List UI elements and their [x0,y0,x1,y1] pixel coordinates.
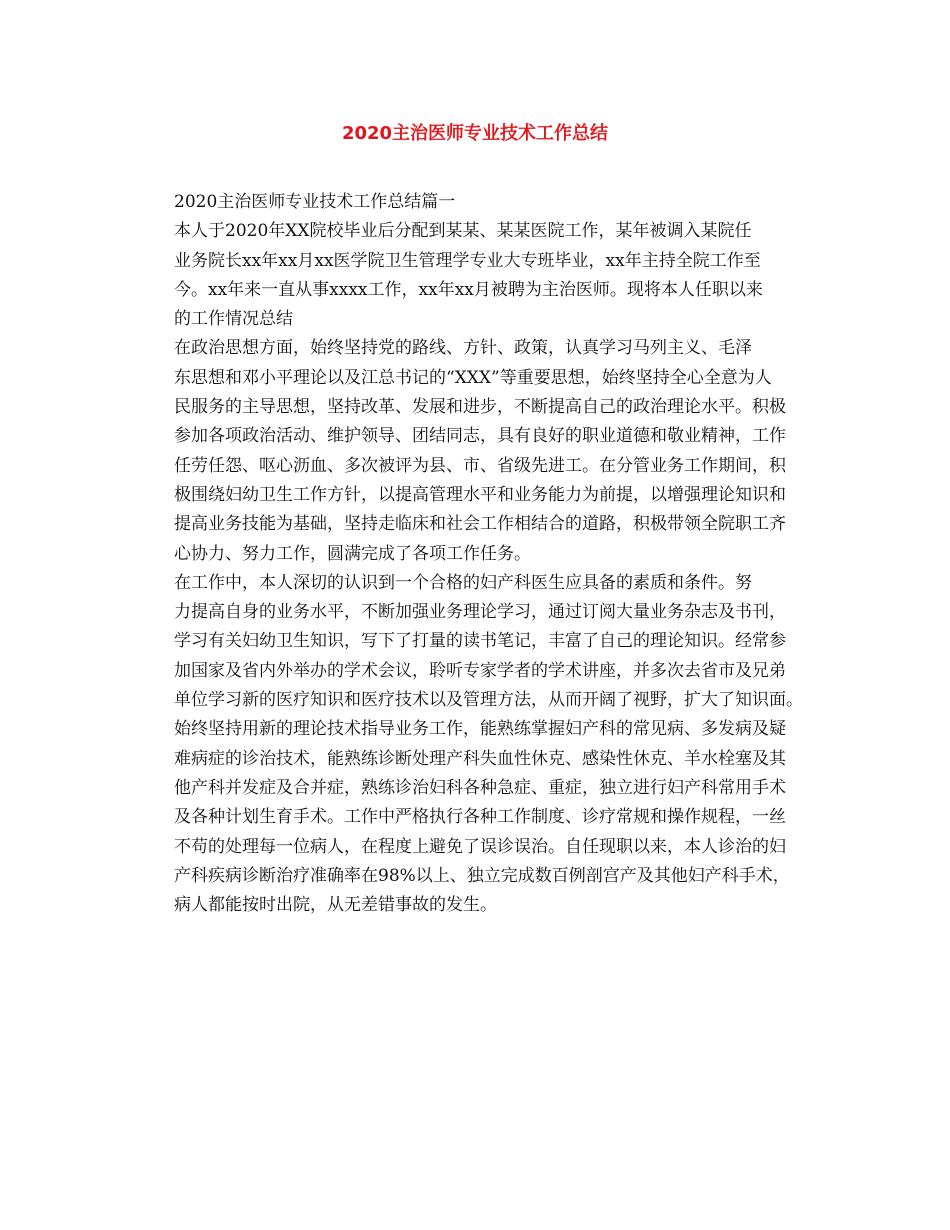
text-line: 本人于2020年XX院校毕业后分配到某某、某某医院工作，某年被调入某院任 [174,221,752,242]
text-line: 的工作情况总结 [174,309,293,330]
subtitle-paragraph [140,188,820,217]
text-line: 任劳任怨、呕心沥血、多次被评为县、市、省级先进工。在分管业务工作期间，积 [174,455,786,476]
text-line: 加国家及省内外举办的学术会议，聆听专家学者的学术讲座，并多次去省市及兄弟 [174,660,786,681]
text-line: 及各种计划生育手术。工作中严格执行各种工作制度、诊疗常规和操作规程，一丝 [174,807,786,828]
text-line: 单位学习新的医疗知识和医疗技术以及管理方法，从而开阔了视野，扩大了知识面。 [174,690,803,711]
document-body [140,188,820,920]
text-line: 东思想和邓小平理论以及江总书记的“XXX”等重要思想，始终坚持全心全意为人 [174,367,772,388]
text-line: 始终坚持用新的理论技术指导业务工作，能熟练掌握妇产科的常见病、多发病及疑 [174,719,786,740]
text-line: 业务院长xx年xx月xx医学院卫生管理学专业大专班毕业，xx年主持全院工作至 [174,250,761,271]
text-line: 在政治思想方面，始终坚持党的路线、方针、政策，认真学习马列主义、毛泽 [174,338,752,359]
text-line: 难病症的诊治技术，能熟练诊断处理产科失血性休克、感染性休克、羊水栓塞及其 [174,748,786,769]
text-line: 力提高自身的业务水平，不断加强业务理论学习，通过订阅大量业务杂志及书刊， [174,602,786,623]
work-paragraph [140,569,820,921]
text-line: 产科疾病诊断治疗准确率在98%以上、独立完成数百例剖宫产及其他妇产科手术， [174,865,790,886]
text-line: 今。xx年来一直从事xxxx工作，xx年xx月被聘为主治医师。现将本人任职以来 [174,279,763,300]
politics-paragraph [140,334,820,568]
text-line: 心协力、努力工作，圆满完成了各项工作任务。 [174,543,531,564]
intro-paragraph [140,217,820,334]
text-line: 病人都能按时出院，从无差错事故的发生。 [174,895,497,916]
text-line: 不苟的处理每一位病人，在程度上避免了误诊误治。自任现职以来，本人诊治的妇 [174,836,786,857]
text-line: 在工作中，本人深切的认识到一个合格的妇产科医生应具备的素质和条件。努 [174,572,752,593]
text-line: 参加各项政治活动、维护领导、团结同志，具有良好的职业道德和敬业精神，工作 [174,426,786,447]
text-line: 民服务的主导思想，坚持改革、发展和进步，不断提高自己的政治理论水平。积极 [174,397,786,418]
text-line: 他产科并发症及合并症，熟练诊治妇科各种急症、重症，独立进行妇产科常用手术 [174,777,786,798]
text-line: 极围绕妇幼卫生工作方针，以提高管理水平和业务能力为前提，以增强理论知识和 [174,484,786,505]
text-line: 学习有关妇幼卫生知识，写下了打量的读书笔记，丰富了自己的理论知识。经常参 [174,631,786,652]
document-title: 2020主治医师专业技术工作总结 [341,123,609,144]
text-line: 2020主治医师专业技术工作总结篇一 [174,192,456,212]
text-line: 提高业务技能为基础，坚持走临床和社会工作相结合的道路，积极带领全院职工齐 [174,514,786,535]
